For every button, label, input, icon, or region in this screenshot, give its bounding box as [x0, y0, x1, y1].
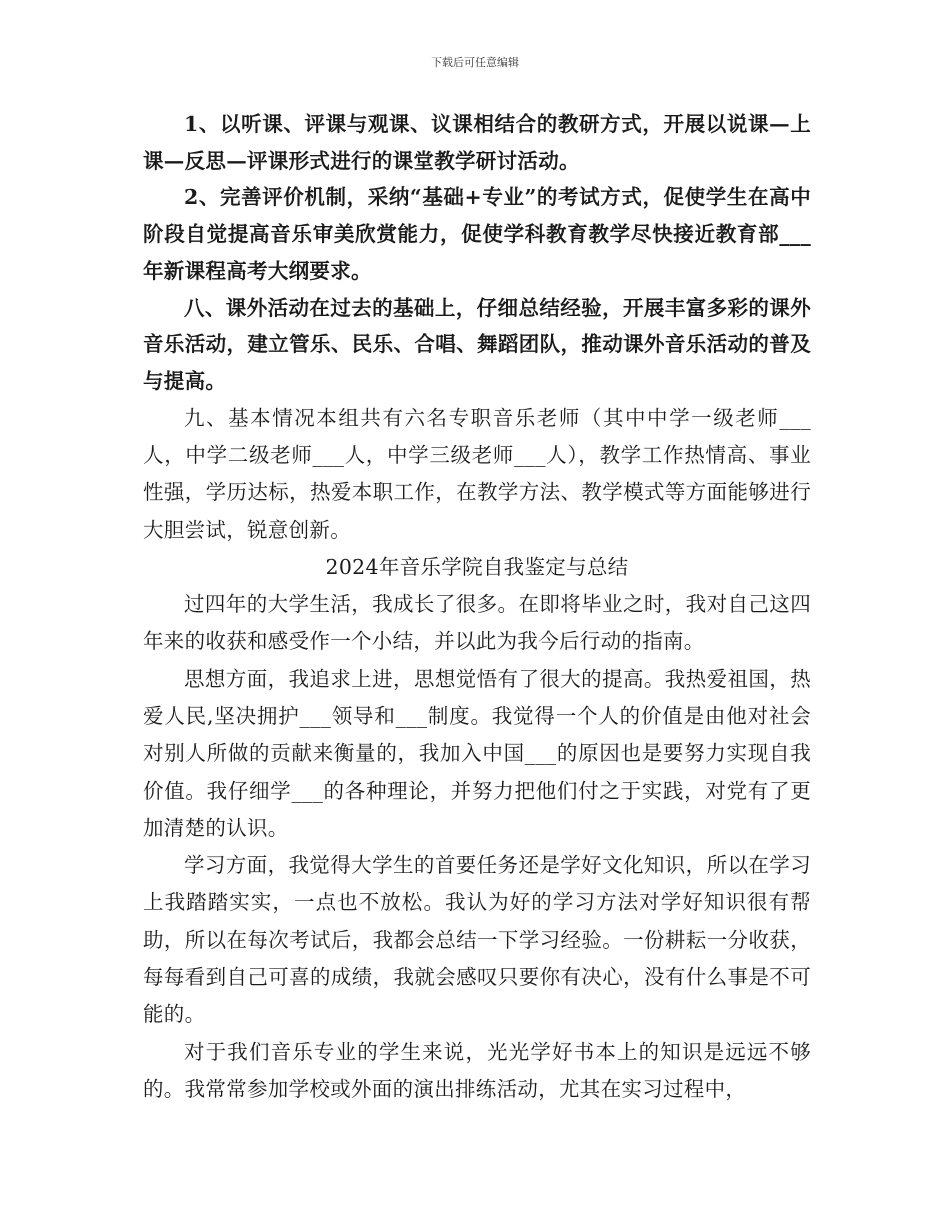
- paragraph-item-2: 2、完善评价机制，采纳“基础+专业”的考试方式，促使学生在高中阶段自觉提高音乐审美欣赏能力，促使学科教育教学尽快接近教育部___年新课程高考大纲要求。: [143, 185, 811, 283]
- document-body: [143, 106, 811, 1108]
- paragraph-intro: 过四年的大学生活，我成长了很多。在即将毕业之时，我对自己这四年来的收获和感受作一个小结，并以此为我今后行动的指南。: [143, 592, 811, 654]
- paragraph-study: 学习方面，我觉得大学生的首要任务还是学好文化知识，所以在学习上我踏踏实实，一点也不放松。我认为好的学习方法对学好知识很有帮助，所以在每次考试后，我都会总结一下学习经验。一份耕耘一分收获，每每看到自己可喜的成绩，我就会感叹只要你有决心，没有什么事是不可能的。: [143, 853, 811, 1027]
- paragraph-thought: 思想方面，我追求上进，思想觉悟有了很大的提高。我热爱祖国，热爱人民,坚决拥护___领导和___制度。我觉得一个人的价值是由他对社会对别人所做的贡献来衡量的，我加入中国___的原因也是要努力实现自我价值。我仔细学___的各种理论，并努力把他们付之于实践，对党有了更加清楚的认识。: [143, 666, 811, 840]
- paragraph-practice: 对于我们音乐专业的学生来说，光光学好书本上的知识是远远不够的。我常常参加学校或外面的演出排练活动，尤其在实习过程中，: [143, 1039, 811, 1101]
- paragraph-section-eight: 八、课外活动在过去的基础上，仔细总结经验，开展丰富多彩的课外音乐活动，建立管乐、民乐、合唱、舞蹈团队，推动课外音乐活动的普及与提高。: [143, 295, 811, 393]
- page-header: 下载后可任意编辑: [431, 56, 519, 69]
- paragraph-section-nine: 九、基本情况本组共有六名专职音乐老师（其中中学一级老师___人，中学二级老师___人，中学三级老师___人），教学工作热情高、事业性强，学历达标，热爱本职工作，在教学方法、教学模式等方面能够进行大胆尝试，锐意创新。: [143, 405, 811, 542]
- paragraph-item-1: 1、以听课、评课与观课、议课相结合的教研方式，开展以说课—上课—反思—评课形式进行的课堂教学研讨活动。: [143, 112, 811, 173]
- section-title: 2024年音乐学院自我鉴定与总结: [325, 554, 629, 579]
